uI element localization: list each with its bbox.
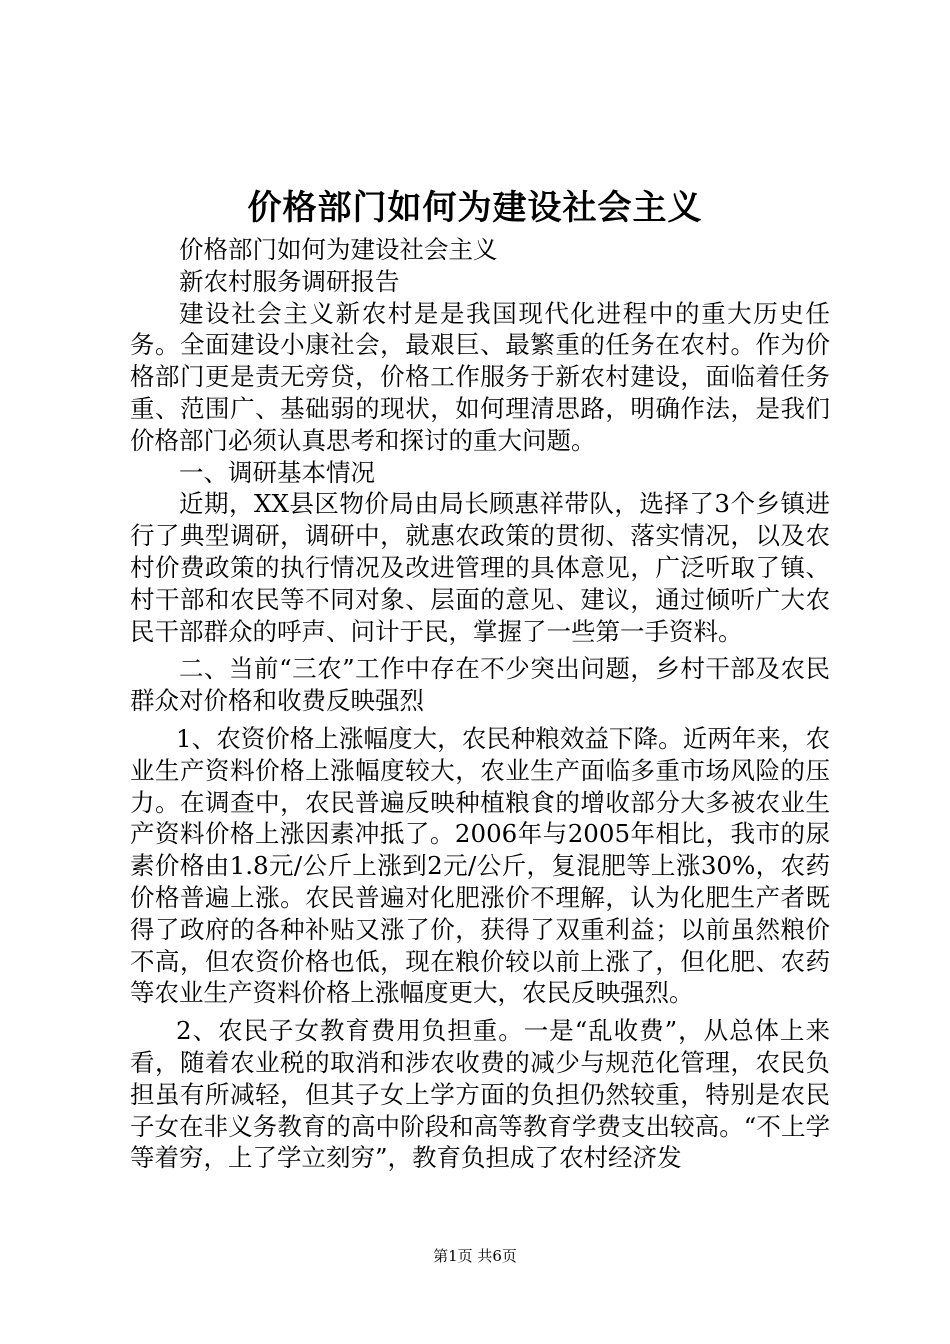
page-number-footer: 第1页 共6页 — [433, 1247, 517, 1265]
document-title: 价格部门如何为建设社会主义 — [247, 188, 703, 228]
section-heading-1: 一、调研基本情况 — [179, 457, 375, 487]
paragraph-survey: 近期，XX县区物价局由局长顾惠祥带队，选择了3个乡镇进行了典型调研，调研中，就惠农政策的贯彻、落实情况，以及农村价费政策的执行情况及改进管理的具体意见，广泛听取了镇、村干部和农民等不同对象、层面的意见、建议，通过倾听广大农民干部群众的呼声、问计于民，掌握了一些第一手资料。 — [130, 489, 830, 646]
subtitle-line-2: 新农村服务调研报告 — [179, 266, 400, 296]
paragraph-item-2: 2、农民子女教育费用负担重。一是“乱收费”，从总体上来看，随着农业税的取消和涉农收费的减少与规范化管理，农民负担虽有所减轻，但其子女上学方面的负担仍然较重，特别是农民子女在非义务教育的高中阶段和高等教育学费支出较高。“不上学等着穷，上了学立刻穷”，教育负担成了农村经济发 — [130, 1016, 830, 1173]
paragraph-intro: 建设社会主义新农村是是我国现代化进程中的重大历史任务。全面建设小康社会，最艰巨、最繁重的任务在农村。作为价格部门更是责无旁贷，价格工作服务于新农村建设，面临着任务重、范围广、基础弱的现状，如何理清思路，明确作法，是我们价格部门必须认真思考和探讨的重大问题。 — [130, 298, 830, 455]
document-body — [130, 234, 830, 1174]
subtitle-line-1: 价格部门如何为建设社会主义 — [179, 235, 498, 264]
section-heading-2: 二、当前“三农”工作中存在不少突出问题，乡村干部及农民群众对价格和收费反映强烈 — [130, 654, 830, 716]
paragraph-item-1: 1、农资价格上涨幅度大，农民种粮效益下降。近两年来，农业生产资料价格上涨幅度较大，农业生产面临多重市场风险的压力。在调查中，农民普遍反映种植粮食的增收部分大多被农业生产资料价格上涨因素冲抵了。2006年与2005年相比，我市的尿素价格由1.8元/公斤上涨到2元/公斤，复混肥等上涨30%，农药价格普遍上涨。农民普遍对化肥涨价不理解，认为化肥生产者既得了政府的各种补贴又涨了价，获得了双重利益；以前虽然粮价不高，但农资价格也低，现在粮价较以前上涨了，但化肥、农药等农业生产资料价格上涨幅度更大，农民反映强烈。 — [130, 723, 830, 1008]
